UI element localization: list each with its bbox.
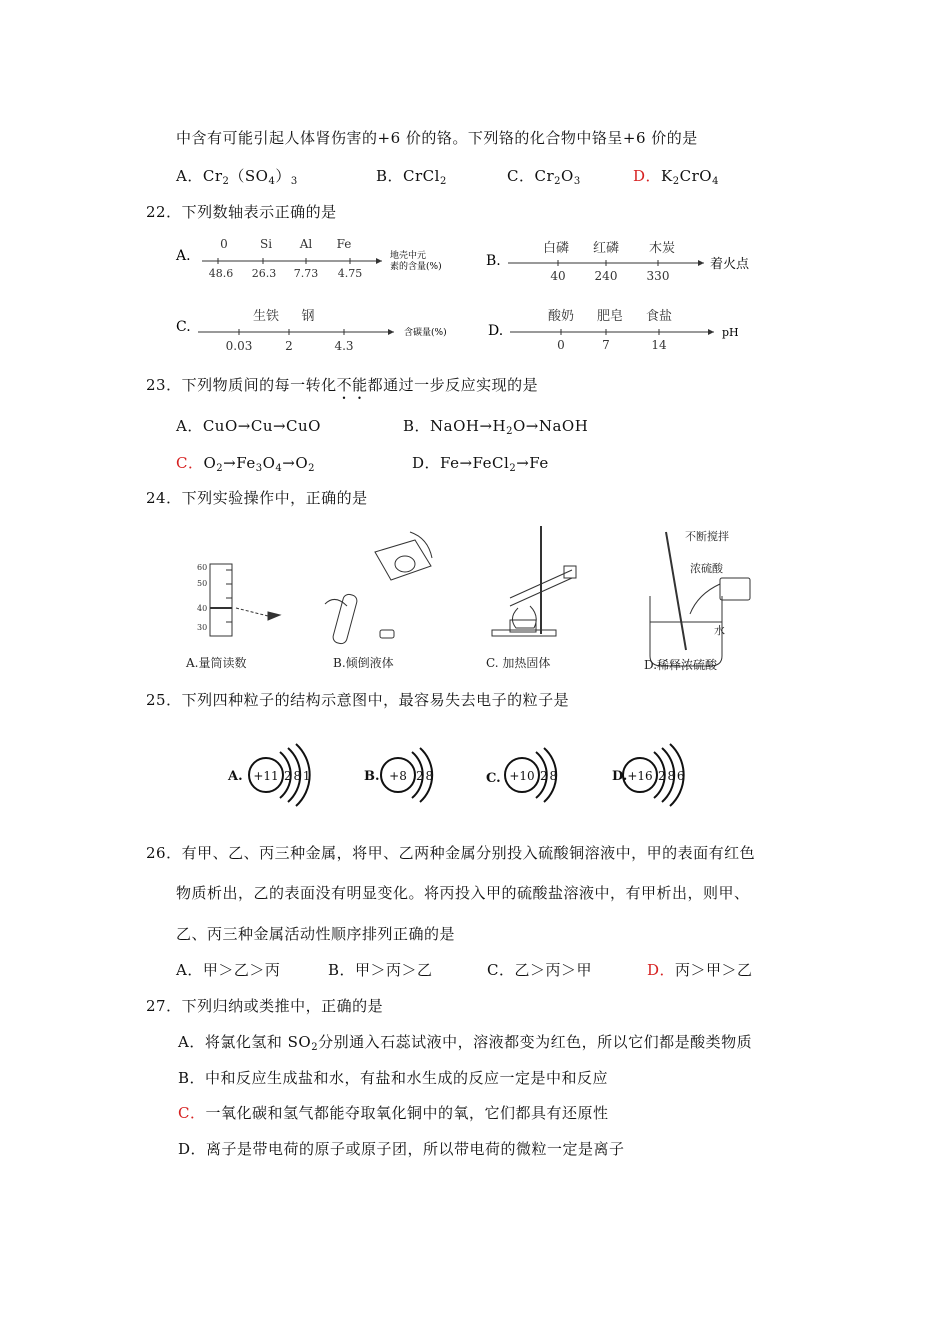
q21-option-d: D．$K_2CrO_4$ (633, 167, 719, 187)
axis-b-bottom-1: 40 (550, 269, 566, 283)
graduated-cylinder-icon (210, 564, 280, 636)
q27-option-b: B．中和反应生成盐和水，有盐和水生成的反应一定是中和反应 (178, 1069, 609, 1087)
q22-stem: 22．下列数轴表示正确的是 (146, 203, 337, 221)
caption-a: A.量筒读数 (186, 656, 247, 670)
q24-stem: 24．下列实验操作中，正确的是 (146, 489, 368, 507)
q26-option-a: A．甲＞乙＞丙 (176, 961, 281, 979)
cyl-tick-60: 60 (197, 563, 208, 572)
diluting-acid-icon (650, 532, 750, 666)
axis-b-letter: B. (486, 253, 501, 269)
axis-c-top-1: 生铁 (252, 309, 280, 324)
caption-b: B.倾倒液体 (333, 656, 394, 670)
number-axes-figure (160, 228, 800, 358)
axis-d-end: pH (722, 326, 739, 339)
axis-c-letter: C. (176, 319, 191, 335)
heating-solid-icon (492, 526, 576, 636)
axis-d-bottom-3: 14 (651, 338, 667, 352)
axis-a-top-3: Al (299, 237, 313, 251)
axis-d-top-1: 酸奶 (547, 309, 575, 324)
axis-a-top-4: Fe (336, 237, 352, 251)
cyl-tick-30: 30 (197, 623, 208, 632)
atom-c-letter: C. (486, 771, 501, 786)
axis-a-top-1: 0 (220, 237, 228, 251)
q26-line3: 乙、丙三种金属活动性顺序排列正确的是 (176, 925, 456, 943)
label-water: 水 (714, 624, 725, 637)
axis-a-bottom-2: 26.3 (251, 267, 277, 280)
q26-option-c: C．乙＞丙＞甲 (487, 961, 592, 979)
axis-a-bottom-4: 4.75 (337, 267, 363, 280)
q25-stem: 25．下列四种粒子的结构示意图中，最容易失去电子的粒子是 (146, 691, 570, 709)
lab-operations-figure (180, 522, 780, 680)
atom-structures-figure (220, 738, 700, 812)
axis-a-top-2: Si (259, 237, 273, 251)
axis-c-bottom-2: 2 (285, 339, 293, 353)
caption-c: C. 加热固体 (486, 656, 551, 670)
axis-a-end-2: 素的含量(%) (390, 262, 442, 272)
q27-option-c: C．一氧化碳和氢气都能夺取氧化铜中的氧，它们都具有还原性 (178, 1104, 609, 1122)
axis-a-bottom-3: 7.73 (293, 267, 319, 280)
q23-option-a: A．CuO→Cu→CuO (176, 417, 321, 435)
axis-b-bottom-2: 240 (594, 269, 618, 283)
cyl-tick-50: 50 (197, 579, 208, 588)
q26-option-d: D．丙＞甲＞乙 (647, 961, 753, 979)
axis-b-top-3: 木炭 (648, 241, 676, 256)
q26-line2: 物质析出，乙的表面没有明显变化。将丙投入甲的硫酸盐溶液中，有甲析出，则甲、 (176, 884, 750, 902)
axis-b-top-2: 红磷 (592, 241, 620, 256)
atom-d-nucleus: +16 (627, 769, 653, 783)
axis-c-top-2: 钢 (301, 309, 315, 324)
q26-line1: 26．有甲、乙、丙三种金属，将甲、乙两种金属分别投入硫酸铜溶液中，甲的表面有红色 (146, 844, 756, 862)
q26-option-b: B．甲＞丙＞乙 (328, 961, 433, 979)
q23-option-d: D．Fe→FeCl$_2$→Fe (412, 454, 549, 474)
atom-b-electrons: 2 8 (416, 769, 433, 783)
q21-option-a: A．$Cr_2(SO_4)_3$ (176, 167, 298, 187)
axis-a-bottom-1: 48.6 (208, 267, 234, 280)
atom-d-letter: D. (612, 769, 628, 784)
q27-option-a: A．将氯化氢和 $SO_2$分别通入石蕊试液中，溶液都变为红色，所以它们都是酸类物质 (178, 1033, 753, 1053)
q27-stem: 27．下列归纳或类推中，正确的是 (146, 997, 384, 1015)
axis-d-top-3: 食盐 (645, 309, 673, 324)
axis-d-letter: D. (488, 323, 504, 339)
label-stir: 不断搅拌 (685, 530, 729, 543)
q21-option-c: C．$Cr_2O_3$ (507, 167, 581, 187)
q23-emphasis: 不能 (336, 376, 368, 394)
axis-c-bottom-3: 4.3 (334, 339, 354, 353)
q23-option-b: B．$NaOH\to H_2O\to NaOH$ (403, 417, 589, 437)
axis-d-bottom-2: 7 (602, 338, 610, 352)
caption-d: D.稀释浓硫酸 (644, 658, 718, 672)
axis-c-bottom-1: 0.03 (225, 339, 253, 353)
atom-b-letter: B. (364, 769, 380, 784)
axis-a-letter: A. (176, 248, 191, 264)
atom-b-nucleus: +8 (389, 769, 407, 783)
axis-c-end: 含碳量(%) (404, 328, 447, 338)
q27-option-d: D．离子是带电荷的原子或原子团，所以带电荷的微粒一定是离子 (178, 1140, 625, 1158)
q23-stem: 23．下列物质间的每一转化不能都通过一步反应实现的是 (146, 376, 539, 394)
axis-d-top-2: 肥皂 (596, 309, 624, 324)
cyl-tick-40: 40 (197, 604, 208, 613)
axis-b-end: 着火点 (710, 257, 750, 272)
q21-option-b: B．CrCl$_2$ (376, 167, 447, 187)
q23-option-c: C．$O_2\to Fe_3O_4\to O_2$ (176, 454, 316, 474)
atom-c-electrons: 2 8 (540, 769, 557, 783)
atom-a-letter: A. (228, 769, 243, 784)
label-conc-acid: 浓硫酸 (690, 562, 723, 575)
axis-b-bottom-3: 330 (646, 269, 670, 283)
atom-a-nucleus: +11 (253, 769, 279, 783)
axis-b-top-1: 白磷 (542, 241, 570, 256)
atom-d-electrons: 2 8 6 (658, 769, 684, 783)
pouring-liquid-icon (325, 532, 432, 645)
axis-a-end-1: 地壳中元 (390, 251, 427, 261)
axis-d-bottom-1: 0 (557, 338, 565, 352)
atom-c-nucleus: +10 (509, 769, 535, 783)
atom-a-electrons: 2 8 1 (284, 769, 310, 783)
q21-stem: 中含有可能引起人体肾伤害的+6 价的铬。下列铬的化合物中铬呈+6 价的是 (176, 129, 698, 147)
